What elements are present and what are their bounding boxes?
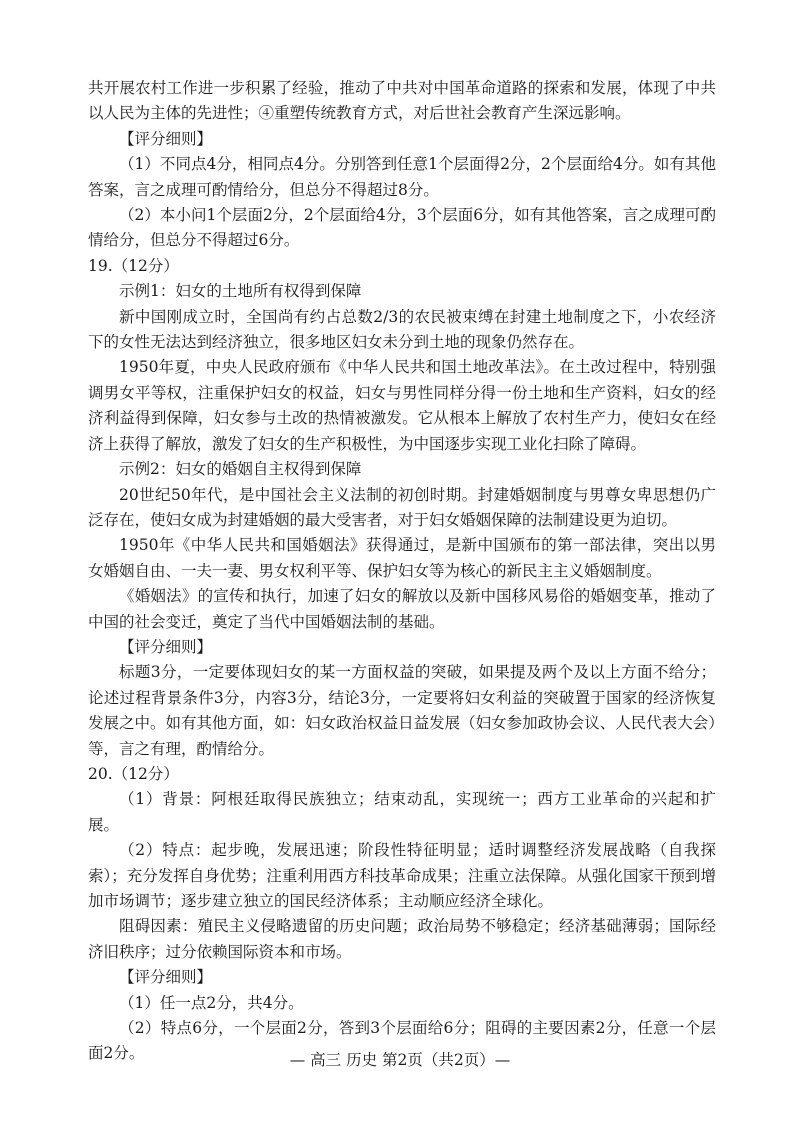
document-body <box>88 76 716 1067</box>
scoring-rules-heading: 【评分细则】 <box>119 129 213 148</box>
question-20-heading: 20.（12分） <box>88 764 179 783</box>
question-19-heading: 19.（12分） <box>88 256 179 275</box>
paragraph-20-features: （2）特点：起步晚，发展迅速；阶段性特征明显；适时调整经济发展战略（自我探索）；充分发挥自身优势；注重利用西方科技革命成果；注重立法保障。从强化国家干预到增加市场调节；逐步建立独立的国民经济体系；主动顺应经济全球化。 <box>88 841 716 910</box>
paragraph-example-2-background: 20世纪50年代，是中国社会主义法制的初创时期。封建婚姻制度与男尊女卑思想仍广泛存在，使妇女成为封建婚姻的最大受害者，对于妇女婚姻保障的法制建设更为迫切。 <box>88 485 716 529</box>
paragraph-rule-19: 标题3分，一定要体现妇女的某一方面权益的突破，如果提及两个及以上方面不给分；论述过程背景条件3分，内容3分，结论3分，一定要将妇女利益的突破置于国家的经济恢复发展之中。如有其他方面，如：妇女政治权益日益发展（妇女参加政协会议、人民代表大会）等，言之有理，酌情给分。 <box>88 663 716 758</box>
paragraph-example-2-conclusion: 《婚姻法》的宣传和执行，加速了妇女的解放以及新中国移风易俗的婚姻变革，推动了中国的社会变迁，奠定了当代中国婚姻法制的基础。 <box>88 587 716 631</box>
scoring-rules-heading: 【评分细则】 <box>119 968 213 987</box>
paragraph-example-2-content: 1950年《中华人民共和国婚姻法》获得通过，是新中国颁布的第一部法律，突出以男女婚姻自由、一夫一妻、男女权利平等、保护妇女等为核心的新民主主义婚姻制度。 <box>88 536 716 580</box>
paragraph-rule-2: （2）本小问1个层面2分，2个层面给4分，3个层面6分，如有其他答案，言之成理可酌情给分，但总分不得超过6分。 <box>88 206 716 250</box>
paragraph-20-obstacles: 阻碍因素：殖民主义侵略遗留的历史问题；政治局势不够稳定；经济基础薄弱；国际经济旧秩序；过分依赖国际资本和市场。 <box>88 917 716 961</box>
scoring-rules-heading: 【评分细则】 <box>119 637 213 656</box>
paragraph-20-background: （1）背景：阿根廷取得民族独立；结束动乱，实现统一；西方工业革命的兴起和扩展。 <box>88 790 716 834</box>
paragraph-rule-20-1: （1）任一点2分，共4分。 <box>119 993 304 1012</box>
example-2-title: 示例2：妇女的婚姻自主权得到保障 <box>119 460 362 479</box>
paragraph-example-1-content: 1950年夏，中央人民政府颁布《中华人民共和国土地改革法》。在土改过程中，特别强调男女平等权，注重保护妇女的权益，妇女与男性同样分得一份土地和生产资料，妇女的经济利益得到保障，妇女参与土改的热情被激发。它从根本上解放了农村生产力，使妇女在经济上获得了解放，激发了妇女的生产积极性，为中国逐步实现工业化扫除了障碍。 <box>88 358 716 453</box>
paragraph-rule-20-2: （2）特点6分，一个层面2分，答到3个层面给6分；阻碍的主要因素2分，任意一个层面2分。 <box>88 1019 716 1063</box>
page-footer: — 高三 历史 第2页（共2页）— <box>289 1051 511 1069</box>
paragraph-example-1-background: 新中国刚成立时，全国尚有约占总数2/3的农民被束缚在封建土地制度之下，小农经济下的女性无法达到经济独立，很多地区妇女未分到土地的现象仍然存在。 <box>88 307 716 352</box>
paragraph-continuation: 共开展农村工作进一步积累了经验，推动了中共对中国革命道路的探索和发展，体现了中共以人民为主体的先进性；④重塑传统教育方式，对后世社会教育产生深远影响。 <box>88 79 716 123</box>
example-1-title: 示例1：妇女的土地所有权得到保障 <box>119 282 362 301</box>
paragraph-rule-1: （1）不同点4分，相同点4分。分别答到任意1个层面得2分，2个层面给4分。如有其他答案，言之成理可酌情给分，但总分不得超过8分。 <box>88 155 716 199</box>
